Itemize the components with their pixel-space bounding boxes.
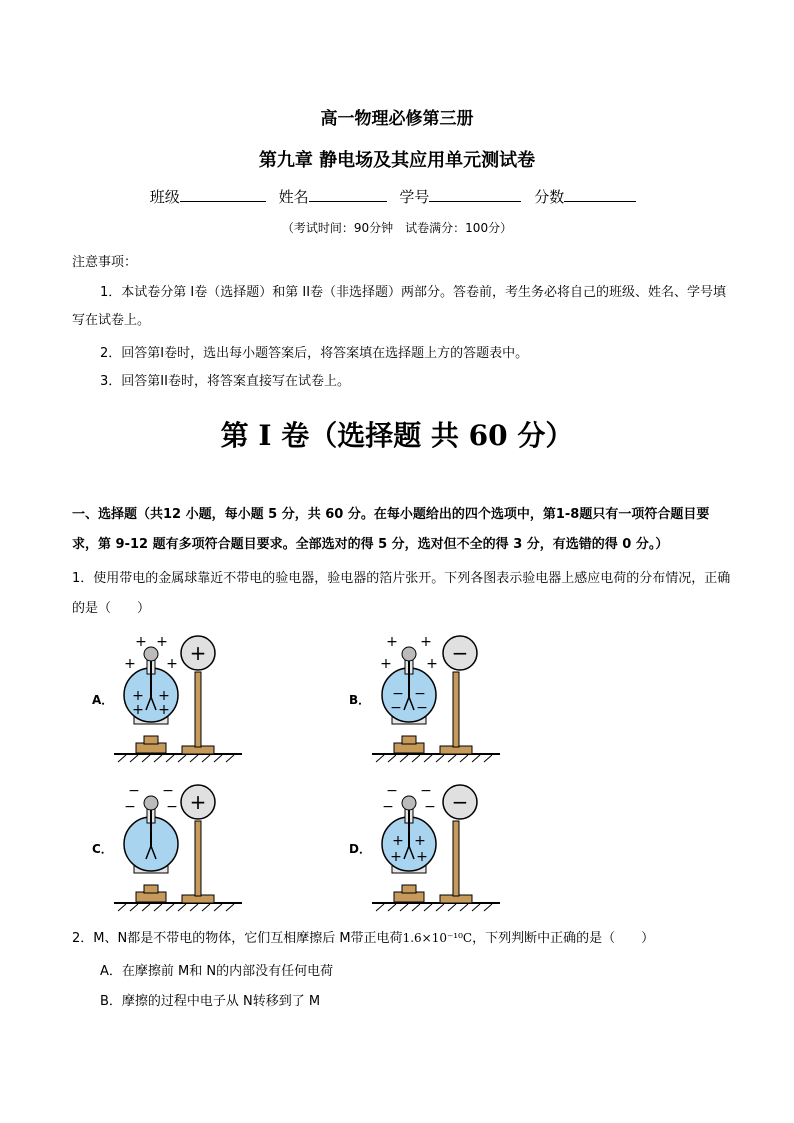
q2-option-b[interactable]: B．摩擦的过程中电子从 N转移到了 M [100,994,321,1009]
svg-text:+: + [132,688,144,704]
student-info [0,186,794,207]
svg-text:+: + [414,833,426,849]
svg-text:−: − [424,799,436,815]
q1-option-d-label[interactable]: D． [349,842,371,856]
svg-text:+: + [158,702,170,718]
svg-text:+: + [132,702,144,718]
part-title: 第 I 卷（选择题 共 60 分） [220,419,574,452]
charged-ball-sign-d: − [451,790,469,814]
svg-text:+: + [158,688,170,704]
svg-text:+: + [386,634,398,650]
electroscope-figure-d [372,781,507,913]
question-2-text-before: 2．M、N都是不带电的物体，它们互相摩擦后 M带正电荷 [72,931,403,946]
q1-option-b-label[interactable]: B． [349,693,371,707]
svg-text:−: − [128,783,140,799]
q1-option-c-label[interactable]: C． [92,842,113,856]
svg-text:−: − [166,799,178,815]
svg-text:+: + [380,656,392,672]
svg-text:+: + [135,634,147,650]
svg-text:−: − [414,686,426,702]
svg-text:+: + [416,849,428,865]
electroscope-figure-c [114,781,249,913]
charged-ball-sign-b: − [451,641,469,665]
field-score-blank[interactable] [564,187,636,202]
svg-text:−: − [416,700,428,716]
svg-text:−: − [390,700,402,716]
svg-text:−: − [392,686,404,702]
notes-title: 注意事项： [72,255,138,270]
electroscope-figure-b [372,632,507,764]
note-item-2: 2．回答第I卷时，选出每小题答案后，将答案填在选择题上方的答题表中。 [100,346,529,361]
electroscope-figure-a [114,632,249,764]
question-1-text: 1．使用带电的金属球靠近不带电的验电器，验电器的箔片张开。下列各图表示验电器上感应电荷的分布情况，正确的是（ ） [72,571,731,616]
field-class-blank[interactable] [180,187,266,202]
field-id-blank[interactable] [429,187,521,202]
q1-option-a-label[interactable]: A． [92,693,114,707]
note-item-1: 1．本试卷分第 I卷（选择题）和第 II卷（非选择题）两部分。答卷前，考生务必将自己的班级、姓名、学号填写在试卷上。 [72,285,727,328]
svg-text:+: + [124,656,136,672]
charged-ball-sign-c: + [189,790,207,814]
field-class-label: 班级 [149,188,180,206]
field-name-label: 姓名 [278,188,309,206]
field-score-label: 分数 [534,188,565,206]
svg-text:+: + [392,833,404,849]
note-item-3: 3．回答第II卷时，将答案直接写在试卷上。 [100,374,350,389]
svg-text:+: + [156,634,168,650]
q2-option-a[interactable]: A．在摩擦前 M和 N的内部没有任何电荷 [100,964,334,979]
svg-text:+: + [420,634,432,650]
svg-text:−: − [386,783,398,799]
svg-text:+: + [390,849,402,865]
svg-text:+: + [426,656,438,672]
question-2-text-after: ，下列判断中正确的是（ ） [472,931,655,946]
field-name-blank[interactable] [309,187,387,202]
svg-text:−: − [162,783,174,799]
exam-time-info: （考试时间：90分钟 试卷满分：100分） [281,221,513,235]
paper-title: 高一物理必修第三册 [320,109,474,129]
question-2-text [72,926,752,951]
charged-ball-sign-a: + [189,641,207,665]
svg-text:−: − [124,799,136,815]
svg-text:+: + [166,656,178,672]
question-2-charge-value: 1.6×10⁻¹⁰C [402,931,473,945]
paper-subtitle: 第九章 静电场及其应用单元测试卷 [258,150,536,171]
svg-text:−: − [420,783,432,799]
field-id-label: 学号 [399,188,430,206]
svg-text:−: − [382,799,394,815]
section-instructions: 一、选择题（共12 小题，每小题 5 分，共 60 分。在每小题给出的四个选项中，第1-8题只有一项符合题目要求，第 9-12 题有多项符合题目要求。全部选对的得 5 分，选对但不全的得 3 分，有选错的得 0 分。） [72,507,710,552]
